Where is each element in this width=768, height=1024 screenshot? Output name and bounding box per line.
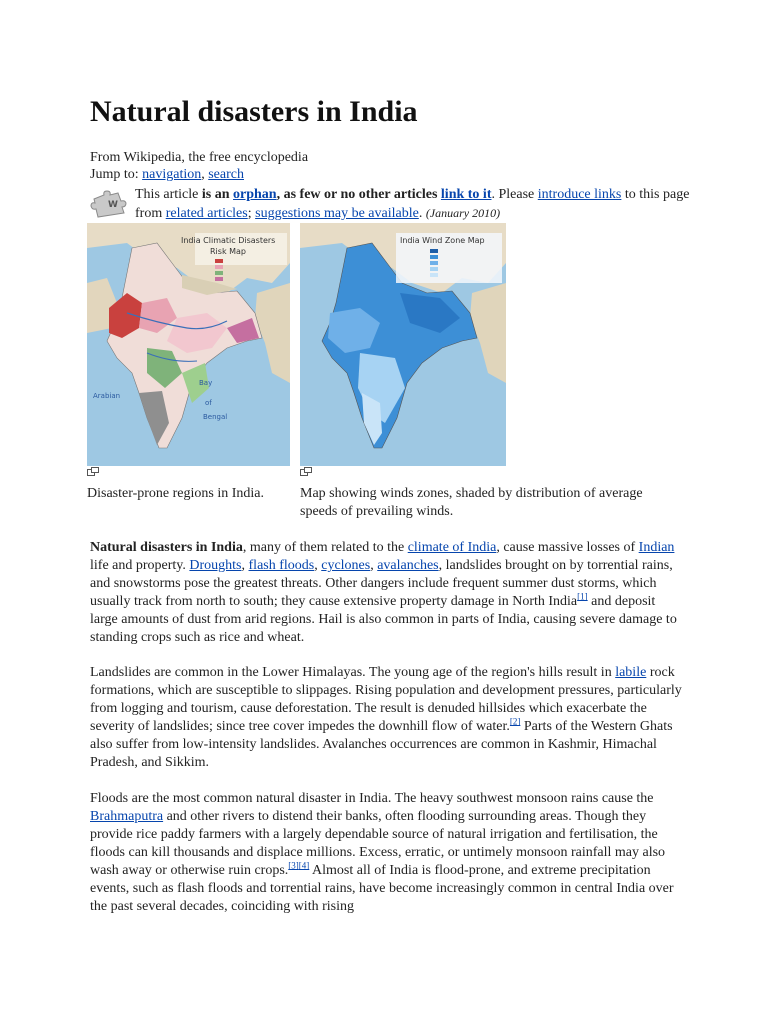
body-text: , many of them related to the bbox=[242, 540, 408, 555]
indian-link[interactable]: Indian bbox=[638, 540, 675, 555]
search-link[interactable]: search bbox=[208, 167, 244, 182]
flash-floods-link[interactable]: flash floods bbox=[248, 558, 315, 573]
droughts-link[interactable]: Droughts bbox=[189, 558, 242, 573]
paragraph-intro bbox=[90, 539, 682, 647]
climate-of-india-link[interactable]: climate of India bbox=[407, 540, 497, 555]
jump-prefix: Jump to: bbox=[90, 167, 143, 182]
notice-text: . Please bbox=[491, 187, 538, 202]
notice-date: (January 2010) bbox=[425, 206, 501, 220]
body-text: , cause massive losses of bbox=[496, 540, 639, 555]
avalanches-link[interactable]: avalanches bbox=[377, 558, 439, 573]
orphan-link[interactable]: orphan bbox=[233, 187, 277, 202]
link-to-it-link[interactable]: link to it bbox=[440, 187, 492, 202]
body-text: Floods are the most common natural disaster in India. The heavy southwest monsoon rains cause the bbox=[90, 791, 654, 806]
right-map-caption: Map showing winds zones, shaded by distribution of average speeds of prevailing winds. bbox=[300, 486, 643, 519]
brahmaputra-link[interactable]: Brahmaputra bbox=[90, 809, 164, 824]
body-text: and other rivers to distend their banks, often flooding surrounding areas. Though they provide rice paddy farmers with a largely dependable source of natural irrigation and fertilisation, the floods can kill thousands and displace millions. Excess, erratic, or untimely monsoon rainfall may also wash away or otherwise ruin crops. bbox=[90, 809, 666, 878]
paragraph-floods bbox=[90, 790, 682, 916]
reference-4-link[interactable]: [4] bbox=[298, 860, 310, 871]
introduce-links-link[interactable]: introduce links bbox=[537, 187, 622, 202]
body-text: Almost all of India is flood-prone, and extreme precipitation events, such as flash floods and torrential rains, have become increasingly common in central India over the past several decades, coinciding with rising bbox=[90, 863, 674, 914]
right-map-title: India Wind Zone Map bbox=[400, 236, 485, 245]
cyclones-link[interactable]: cyclones bbox=[321, 558, 371, 573]
bay-label-2: of bbox=[205, 399, 212, 407]
arabian-label: Arabian bbox=[93, 392, 121, 400]
suggestions-link[interactable]: suggestions may be available bbox=[255, 206, 419, 221]
bay-label-1: Bay bbox=[199, 379, 213, 387]
disaster-risk-map[interactable] bbox=[87, 223, 290, 466]
puzzle-piece-icon bbox=[88, 187, 132, 219]
bay-label-3: Bengal bbox=[203, 413, 228, 421]
enlarge-icon[interactable] bbox=[300, 467, 312, 476]
bold-term: Natural disasters in India bbox=[90, 540, 243, 555]
wind-zone-map-image bbox=[300, 223, 506, 466]
body-text: rock formations, which are susceptible to slippages. Rising population and development pressures, particularly from logging and tourism, cause deforestation. The result is denuded hillsides which exacerbate the severity of landslides; since tree cover impedes the downhill flow of water. bbox=[90, 665, 682, 734]
notice-text: This article bbox=[135, 187, 202, 202]
left-map-caption: Disaster-prone regions in India. bbox=[87, 486, 265, 501]
enlarge-icon[interactable] bbox=[87, 467, 99, 476]
reference-1-link[interactable]: [1] bbox=[577, 591, 588, 602]
jump-separator: , bbox=[201, 167, 209, 182]
orphan-notice bbox=[135, 186, 695, 223]
svg-text:W: W bbox=[108, 200, 118, 210]
body-text: , bbox=[370, 558, 378, 573]
related-articles-link[interactable]: related articles bbox=[165, 206, 248, 221]
left-map-title-1: India Climatic Disasters bbox=[181, 236, 276, 245]
body-text: , bbox=[314, 558, 322, 573]
from-line: From Wikipedia, the free encyclopedia bbox=[90, 150, 309, 165]
notice-text: to this page from bbox=[135, 187, 690, 221]
labile-link[interactable]: labile bbox=[615, 665, 647, 680]
notice-text: . bbox=[418, 206, 426, 221]
body-text: , landslides brought on by torrential rains, and snowstorms pose the greatest threats. Other dangers include frequent summer dust storms, which usually track from north to south; they cause extensive property damage in North India bbox=[90, 558, 673, 609]
page-title: Natural disasters in India bbox=[90, 95, 418, 128]
left-map-title-2: Risk Map bbox=[210, 247, 247, 256]
navigation-link[interactable]: navigation bbox=[142, 167, 202, 182]
body-text: and deposit large amounts of dust from arid regions. Hail is also common in parts of India, causing severe damage to standing crops such as rice and wheat. bbox=[90, 594, 677, 645]
body-text: , bbox=[241, 558, 249, 573]
reference-3-link[interactable]: [3] bbox=[288, 860, 299, 871]
notice-text: ; bbox=[247, 206, 256, 221]
jump-to-line bbox=[90, 166, 244, 184]
disaster-risk-map-image bbox=[87, 223, 290, 466]
notice-bold-text: , as few or no other articles bbox=[276, 187, 441, 202]
wind-zone-map[interactable] bbox=[300, 223, 506, 466]
notice-bold-text: is an bbox=[201, 187, 233, 202]
reference-2-link[interactable]: [2] bbox=[509, 716, 521, 727]
body-text: Landslides are common in the Lower Himalayas. The young age of the region's hills result in bbox=[90, 665, 616, 680]
body-text: Parts of the Western Ghats also suffer from low-intensity landslides. Avalanches occurrences are common in Kashmir, Himachal Pradesh, and Sikkim. bbox=[90, 719, 673, 770]
body-text: life and property. bbox=[90, 558, 190, 573]
paragraph-landslides bbox=[90, 664, 682, 772]
